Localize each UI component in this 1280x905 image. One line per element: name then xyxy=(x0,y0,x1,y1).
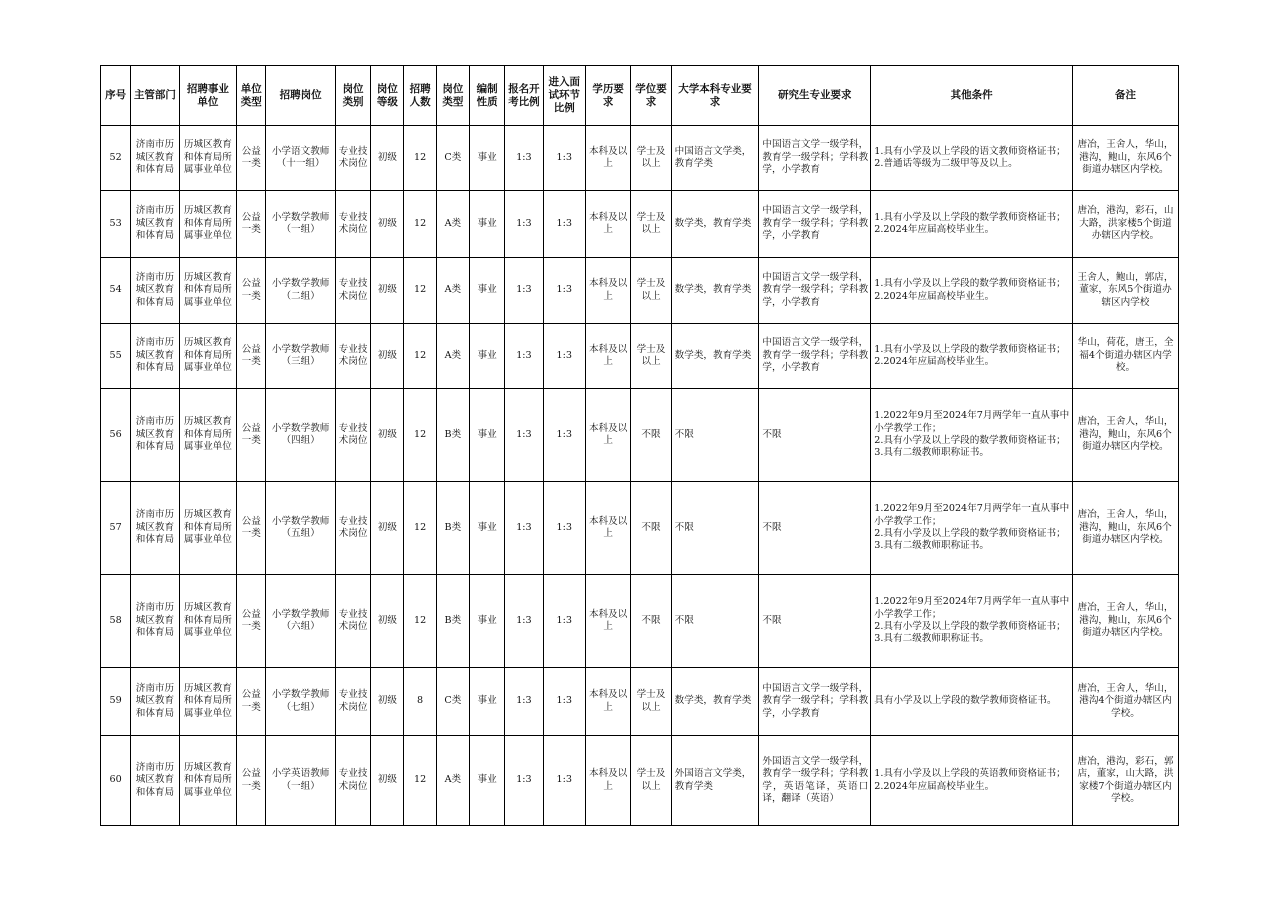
table-row xyxy=(101,324,1179,389)
condition-line: 1.具有小学及以上学段的数学教师资格证书； xyxy=(874,343,1066,355)
col-header: 研究生专业要求 xyxy=(759,66,871,126)
exam-ratio-cell: 1:3 xyxy=(505,389,543,482)
degree-cell: 学士及以上 xyxy=(631,258,671,324)
condition-line: 1.具有小学及以上学段的英语教师资格证书； xyxy=(874,768,1066,780)
condition-line: 具有小学及以上学段的数学教师资格证书。 xyxy=(874,695,1057,707)
degree-cell: 不限 xyxy=(631,389,671,482)
row-number-cell: 56 xyxy=(101,389,131,482)
row-number-cell: 53 xyxy=(101,191,131,258)
unit-type-cell: 公益一类 xyxy=(237,258,266,324)
unit-cell: 历城区教育和体育局所属事业单位 xyxy=(179,482,236,575)
note-cell: 唐冶，王舍人，华山，港沟，鲍山，东风6个街道办辖区内学校。 xyxy=(1072,126,1178,191)
post-category-cell: 专业技术岗位 xyxy=(335,482,370,575)
table-body xyxy=(101,126,1179,826)
degree-cell: 不限 xyxy=(631,575,671,668)
department-cell: 济南市历城区教育和体育局 xyxy=(131,575,179,668)
note-cell: 唐冶，港沟，彩石，山大路，洪家楼5个街道办辖区内学校。 xyxy=(1072,191,1178,258)
department-cell: 济南市历城区教育和体育局 xyxy=(131,258,179,324)
post-category-cell: 专业技术岗位 xyxy=(335,126,370,191)
undergrad-major-cell: 数学类，教育学类 xyxy=(671,324,759,389)
post-level-cell: 初级 xyxy=(371,389,404,482)
education-cell: 本科及以上 xyxy=(585,668,630,736)
exam-ratio-cell: 1:3 xyxy=(505,324,543,389)
grad-major-cell: 不限 xyxy=(759,575,871,668)
other-conditions-cell xyxy=(871,191,1073,258)
post-category-cell: 专业技术岗位 xyxy=(335,258,370,324)
department-cell: 济南市历城区教育和体育局 xyxy=(131,736,179,826)
interview-ratio-cell: 1:3 xyxy=(543,575,585,668)
unit-cell: 历城区教育和体育局所属事业单位 xyxy=(179,126,236,191)
education-cell: 本科及以上 xyxy=(585,258,630,324)
col-header: 学历要求 xyxy=(585,66,630,126)
undergrad-major-cell: 数学类，教育学类 xyxy=(671,668,759,736)
grad-major-cell: 中国语言文学一级学科，教育学一级学科；学科教学，小学教育 xyxy=(759,191,871,258)
headcount-cell: 8 xyxy=(404,668,436,736)
col-header: 报名开考比例 xyxy=(505,66,543,126)
headcount-cell: 12 xyxy=(404,126,436,191)
col-header: 其他条件 xyxy=(871,66,1073,126)
condition-line: 2.普通话等级为二级甲等及以上。 xyxy=(874,158,1018,169)
degree-cell: 不限 xyxy=(631,482,671,575)
table-row xyxy=(101,191,1179,258)
row-number-cell: 52 xyxy=(101,126,131,191)
staffing-nature-cell: 事业 xyxy=(470,389,505,482)
staffing-nature-cell: 事业 xyxy=(470,324,505,389)
col-header: 序号 xyxy=(101,66,131,126)
condition-line: 2.2024年应届高校毕业生。 xyxy=(874,356,995,367)
condition-line: 3.具有二级教师职称证书。 xyxy=(874,540,989,552)
unit-type-cell: 公益一类 xyxy=(237,389,266,482)
undergrad-major-cell: 不限 xyxy=(671,389,759,482)
interview-ratio-cell: 1:3 xyxy=(543,482,585,575)
other-conditions-cell xyxy=(871,575,1073,668)
col-header: 岗位类型 xyxy=(436,66,469,126)
grad-major-cell: 中国语言文学一级学科，教育学一级学科；学科教学，小学教育 xyxy=(759,126,871,191)
condition-line: 2.具有小学及以上学段的数学教师资格证书； xyxy=(874,435,1066,446)
post-level-cell: 初级 xyxy=(371,126,404,191)
table-row xyxy=(101,126,1179,191)
row-number-cell: 59 xyxy=(101,668,131,736)
staffing-nature-cell: 事业 xyxy=(470,668,505,736)
exam-ratio-cell: 1:3 xyxy=(505,258,543,324)
note-cell: 唐冶，王舍人，华山，港沟，鲍山，东风6个街道办辖区内学校。 xyxy=(1072,482,1178,575)
post-cell: 小学数学教师（一组） xyxy=(266,191,336,258)
unit-type-cell: 公益一类 xyxy=(237,668,266,736)
note-cell: 王舍人，鲍山，郭店，董家，东风5个街道办辖区内学校 xyxy=(1072,258,1178,324)
headcount-cell: 12 xyxy=(404,324,436,389)
unit-type-cell: 公益一类 xyxy=(237,126,266,191)
unit-cell: 历城区教育和体育局所属事业单位 xyxy=(179,575,236,668)
post-cell: 小学语文教师（十一组） xyxy=(266,126,336,191)
post-type-cell: C类 xyxy=(436,668,469,736)
col-header: 单位类型 xyxy=(237,66,266,126)
unit-type-cell: 公益一类 xyxy=(237,575,266,668)
condition-line: 2.2024年应届高校毕业生。 xyxy=(874,780,995,792)
grad-major-cell: 中国语言文学一级学科，教育学一级学科；学科教学，小学教育 xyxy=(759,668,871,736)
grad-major-cell: 中国语言文学一级学科，教育学一级学科；学科教学，小学教育 xyxy=(759,324,871,389)
department-cell: 济南市历城区教育和体育局 xyxy=(131,126,179,191)
row-number-cell: 58 xyxy=(101,575,131,668)
department-cell: 济南市历城区教育和体育局 xyxy=(131,668,179,736)
education-cell: 本科及以上 xyxy=(585,575,630,668)
headcount-cell: 12 xyxy=(404,191,436,258)
post-level-cell: 初级 xyxy=(371,191,404,258)
unit-type-cell: 公益一类 xyxy=(237,191,266,258)
recruitment-table xyxy=(100,65,1179,826)
other-conditions-cell xyxy=(871,668,1073,736)
post-type-cell: A类 xyxy=(436,258,469,324)
other-conditions-cell xyxy=(871,126,1073,191)
undergrad-major-cell: 不限 xyxy=(671,482,759,575)
exam-ratio-cell: 1:3 xyxy=(505,482,543,575)
row-number-cell: 57 xyxy=(101,482,131,575)
headcount-cell: 12 xyxy=(404,575,436,668)
condition-line: 1.2022年9月至2024年7月两学年一直从事中小学教学工作； xyxy=(874,503,1070,527)
unit-type-cell: 公益一类 xyxy=(237,736,266,826)
department-cell: 济南市历城区教育和体育局 xyxy=(131,389,179,482)
staffing-nature-cell: 事业 xyxy=(470,191,505,258)
interview-ratio-cell: 1:3 xyxy=(543,191,585,258)
interview-ratio-cell: 1:3 xyxy=(543,668,585,736)
row-number-cell: 54 xyxy=(101,258,131,324)
post-type-cell: A类 xyxy=(436,191,469,258)
table-row xyxy=(101,668,1179,736)
degree-cell: 学士及以上 xyxy=(631,126,671,191)
post-level-cell: 初级 xyxy=(371,736,404,826)
post-cell: 小学英语教师（一组） xyxy=(266,736,336,826)
degree-cell: 学士及以上 xyxy=(631,736,671,826)
note-cell: 唐冶，王舍人，华山，港沟，鲍山，东风6个街道办辖区内学校。 xyxy=(1072,389,1178,482)
post-category-cell: 专业技术岗位 xyxy=(335,575,370,668)
post-type-cell: B类 xyxy=(436,482,469,575)
condition-line: 1.2022年9月至2024年7月两学年一直从事中小学教学工作； xyxy=(874,410,1070,434)
unit-cell: 历城区教育和体育局所属事业单位 xyxy=(179,389,236,482)
note-cell: 唐冶，王舍人，华山，港沟，鲍山，东风6个街道办辖区内学校。 xyxy=(1072,575,1178,668)
post-level-cell: 初级 xyxy=(371,324,404,389)
unit-cell: 历城区教育和体育局所属事业单位 xyxy=(179,668,236,736)
col-header: 备注 xyxy=(1072,66,1178,126)
interview-ratio-cell: 1:3 xyxy=(543,126,585,191)
post-cell: 小学数学教师（三组） xyxy=(266,324,336,389)
col-header: 进入面试环节比例 xyxy=(543,66,585,126)
staffing-nature-cell: 事业 xyxy=(470,126,505,191)
unit-cell: 历城区教育和体育局所属事业单位 xyxy=(179,191,236,258)
row-number-cell: 55 xyxy=(101,324,131,389)
post-type-cell: A类 xyxy=(436,324,469,389)
grad-major-cell: 不限 xyxy=(759,482,871,575)
education-cell: 本科及以上 xyxy=(585,126,630,191)
post-category-cell: 专业技术岗位 xyxy=(335,191,370,258)
grad-major-cell: 外国语言文学一级学科，教育学一级学科；学科教学，英语笔译，英语口译，翻译（英语） xyxy=(759,736,871,826)
exam-ratio-cell: 1:3 xyxy=(505,736,543,826)
headcount-cell: 12 xyxy=(404,736,436,826)
staffing-nature-cell: 事业 xyxy=(470,258,505,324)
unit-type-cell: 公益一类 xyxy=(237,324,266,389)
unit-type-cell: 公益一类 xyxy=(237,482,266,575)
post-type-cell: A类 xyxy=(436,736,469,826)
education-cell: 本科及以上 xyxy=(585,324,630,389)
interview-ratio-cell: 1:3 xyxy=(543,736,585,826)
post-category-cell: 专业技术岗位 xyxy=(335,324,370,389)
undergrad-major-cell: 外国语言文学类，教育学类 xyxy=(671,736,759,826)
table-row xyxy=(101,258,1179,324)
post-cell: 小学数学教师（六组） xyxy=(266,575,336,668)
exam-ratio-cell: 1:3 xyxy=(505,126,543,191)
header-row xyxy=(101,66,1179,126)
department-cell: 济南市历城区教育和体育局 xyxy=(131,324,179,389)
education-cell: 本科及以上 xyxy=(585,389,630,482)
table-row xyxy=(101,482,1179,575)
post-cell: 小学数学教师（二组） xyxy=(266,258,336,324)
post-category-cell: 专业技术岗位 xyxy=(335,736,370,826)
col-header: 招聘事业单位 xyxy=(179,66,236,126)
unit-cell: 历城区教育和体育局所属事业单位 xyxy=(179,736,236,826)
other-conditions-cell xyxy=(871,736,1073,826)
undergrad-major-cell: 数学类，教育学类 xyxy=(671,258,759,324)
degree-cell: 学士及以上 xyxy=(631,191,671,258)
post-cell: 小学数学教师（七组） xyxy=(266,668,336,736)
other-conditions-cell xyxy=(871,324,1073,389)
post-category-cell: 专业技术岗位 xyxy=(335,389,370,482)
interview-ratio-cell: 1:3 xyxy=(543,324,585,389)
department-cell: 济南市历城区教育和体育局 xyxy=(131,482,179,575)
post-cell: 小学数学教师（四组） xyxy=(266,389,336,482)
grad-major-cell: 不限 xyxy=(759,389,871,482)
col-header: 编制性质 xyxy=(470,66,505,126)
grad-major-cell: 中国语言文学一级学科，教育学一级学科；学科教学，小学教育 xyxy=(759,258,871,324)
table-row xyxy=(101,575,1179,668)
post-category-cell: 专业技术岗位 xyxy=(335,668,370,736)
condition-line: 1.具有小学及以上学段的数学教师资格证书； xyxy=(874,278,1066,290)
other-conditions-cell xyxy=(871,482,1073,575)
post-cell: 小学数学教师（五组） xyxy=(266,482,336,575)
education-cell: 本科及以上 xyxy=(585,736,630,826)
condition-line: 2.2024年应届高校毕业生。 xyxy=(874,290,995,302)
row-number-cell: 60 xyxy=(101,736,131,826)
staffing-nature-cell: 事业 xyxy=(470,482,505,575)
degree-cell: 学士及以上 xyxy=(631,668,671,736)
col-header: 岗位等级 xyxy=(371,66,404,126)
col-header: 招聘岗位 xyxy=(266,66,336,126)
unit-cell: 历城区教育和体育局所属事业单位 xyxy=(179,258,236,324)
other-conditions-cell xyxy=(871,258,1073,324)
post-type-cell: C类 xyxy=(436,126,469,191)
post-level-cell: 初级 xyxy=(371,258,404,324)
headcount-cell: 12 xyxy=(404,258,436,324)
post-level-cell: 初级 xyxy=(371,482,404,575)
col-header: 招聘人数 xyxy=(404,66,436,126)
staffing-nature-cell: 事业 xyxy=(470,575,505,668)
staffing-nature-cell: 事业 xyxy=(470,736,505,826)
note-cell: 唐冶，港沟，彩石，郭店，董家，山大路，洪家楼7个街道办辖区内学校。 xyxy=(1072,736,1178,826)
education-cell: 本科及以上 xyxy=(585,482,630,575)
condition-line: 3.具有二级教师职称证书。 xyxy=(874,447,989,459)
condition-line: 2.具有小学及以上学段的数学教师资格证书； xyxy=(874,621,1066,632)
condition-line: 2.具有小学及以上学段的数学教师资格证书； xyxy=(874,528,1066,539)
table-row xyxy=(101,736,1179,826)
interview-ratio-cell: 1:3 xyxy=(543,258,585,324)
degree-cell: 学士及以上 xyxy=(631,324,671,389)
education-cell: 本科及以上 xyxy=(585,191,630,258)
condition-line: 1.具有小学及以上学段的语文教师资格证书； xyxy=(874,145,1066,157)
post-level-cell: 初级 xyxy=(371,668,404,736)
undergrad-major-cell: 不限 xyxy=(671,575,759,668)
undergrad-major-cell: 数学类，教育学类 xyxy=(671,191,759,258)
headcount-cell: 12 xyxy=(404,389,436,482)
condition-line: 1.2022年9月至2024年7月两学年一直从事中小学教学工作； xyxy=(874,596,1070,620)
col-header: 学位要求 xyxy=(631,66,671,126)
table-row xyxy=(101,389,1179,482)
condition-line: 1.具有小学及以上学段的数学教师资格证书； xyxy=(874,211,1066,223)
col-header: 岗位类别 xyxy=(335,66,370,126)
exam-ratio-cell: 1:3 xyxy=(505,668,543,736)
interview-ratio-cell: 1:3 xyxy=(543,389,585,482)
exam-ratio-cell: 1:3 xyxy=(505,575,543,668)
headcount-cell: 12 xyxy=(404,482,436,575)
department-cell: 济南市历城区教育和体育局 xyxy=(131,191,179,258)
note-cell: 唐冶，王舍人，华山，港沟4个街道办辖区内学校。 xyxy=(1072,668,1178,736)
post-level-cell: 初级 xyxy=(371,575,404,668)
post-type-cell: B类 xyxy=(436,575,469,668)
exam-ratio-cell: 1:3 xyxy=(505,191,543,258)
condition-line: 3.具有二级教师职称证书。 xyxy=(874,633,989,645)
undergrad-major-cell: 中国语言文学类，教育学类 xyxy=(671,126,759,191)
unit-cell: 历城区教育和体育局所属事业单位 xyxy=(179,324,236,389)
condition-line: 2.2024年应届高校毕业生。 xyxy=(874,224,995,235)
post-type-cell: B类 xyxy=(436,389,469,482)
col-header: 主管部门 xyxy=(131,66,179,126)
col-header: 大学本科专业要求 xyxy=(671,66,759,126)
other-conditions-cell xyxy=(871,389,1073,482)
note-cell: 华山，荷花，唐王，全福4个街道办辖区内学校。 xyxy=(1072,324,1178,389)
